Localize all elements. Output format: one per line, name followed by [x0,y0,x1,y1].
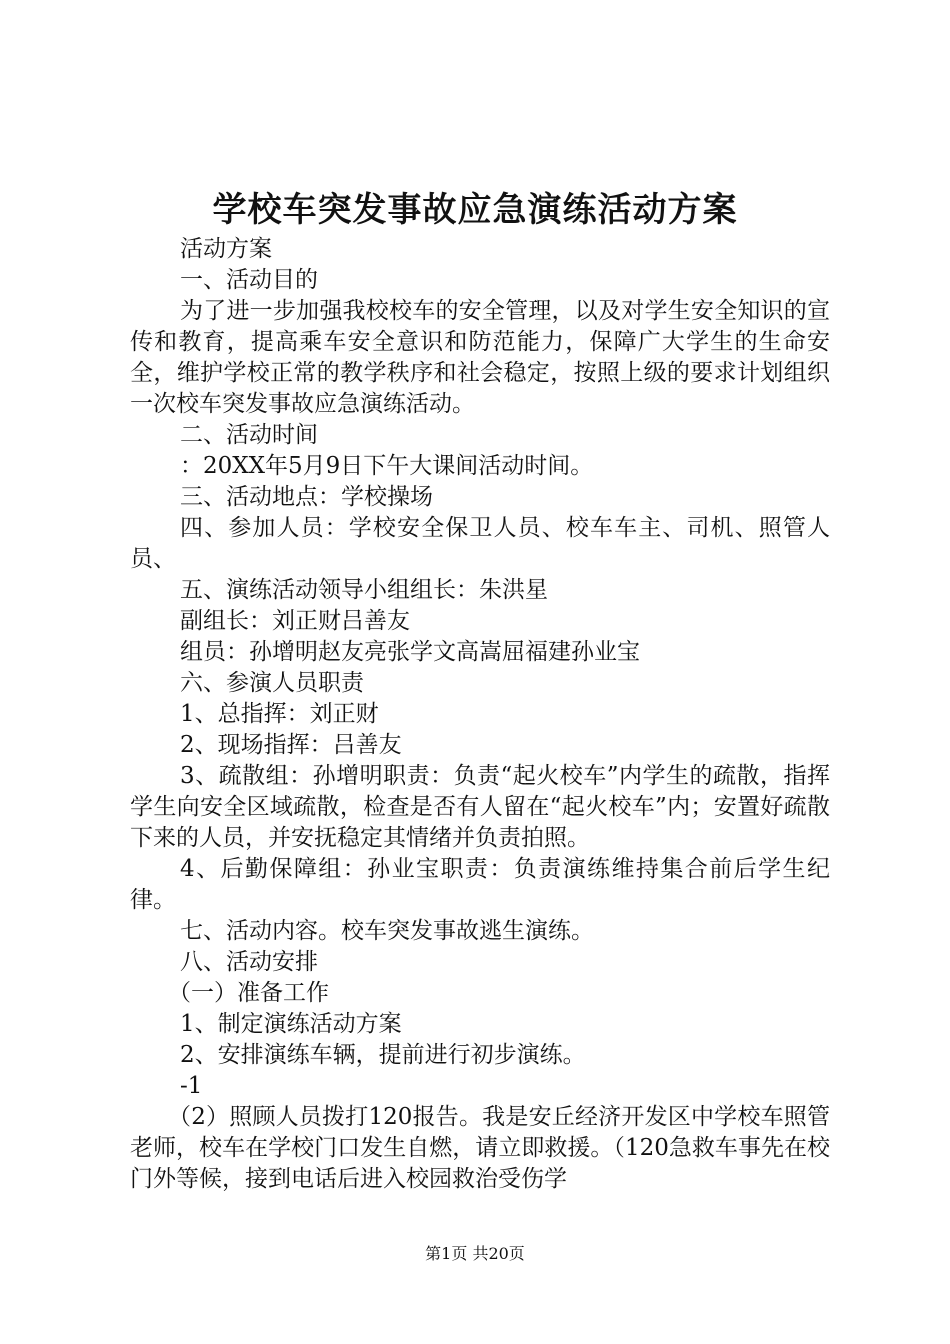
section-heading: 一、活动目的 [180,267,318,293]
list-item: 4、后勤保障组：孙业宝职责：负责演练维持集合前后学生纪律。 [130,856,830,913]
paragraph: （2）照顾人员拨打120报告。我是安丘经济开发区中学校车照管老师，校车在学校门口发生自燃，请立即救援。（120急救车事先在校门外等候，接到电话后进入校园救治受伤学 [130,1104,830,1192]
document-title: 学校车突发事故应急演练活动方案 [212,190,738,230]
paragraph: 副组长：刘正财吕善友 [180,608,410,634]
section-heading: 七、活动内容。校车突发事故逃生演练。 [180,918,594,944]
paragraph: 为了进一步加强我校校车的安全管理，以及对学生安全知识的宣传和教育，提高乘车安全意识和防范能力，保障广大学生的生命安全，维护学校正常的教学秩序和社会稳定，按照上级的要求计划组织一次校车突发事故应急演练活动。 [130,298,830,417]
list-item: 2、安排演练车辆，提前进行初步演练。 [180,1042,586,1068]
section-heading: 八、活动安排 [180,949,318,975]
paragraph: 组员：孙增明赵友亮张学文高嵩屈福建孙业宝 [180,639,640,665]
paragraph: 活动方案 [180,236,272,262]
list-item: 1、总指挥：刘正财 [180,701,379,727]
list-item: 1、制定演练活动方案 [180,1011,402,1037]
page-footer: 第1页 共20页 [425,1244,525,1263]
subsection-heading: （一）准备工作 [168,980,329,1006]
paragraph: -1 [180,1073,203,1099]
section-heading: 三、活动地点：学校操场 [180,484,433,510]
list-item: 2、现场指挥：吕善友 [180,732,402,758]
paragraph: ：20XX年5月9日下午大课间活动时间。 [180,453,594,479]
list-item: 3、疏散组：孙增明职责：负责“起火校车”内学生的疏散，指挥学生向安全区域疏散，检查是否有人留在“起火校车”内；安置好疏散下来的人员，并安抚稳定其情绪并负责拍照。 [130,763,830,851]
section-heading: 四、参加人员：学校安全保卫人员、校车车主、司机、照管人员、 [130,515,830,572]
document-body [130,234,830,1195]
section-heading: 二、活动时间 [180,422,318,448]
section-heading: 五、演练活动领导小组组长：朱洪星 [180,577,548,603]
section-heading: 六、参演人员职责 [180,670,364,696]
